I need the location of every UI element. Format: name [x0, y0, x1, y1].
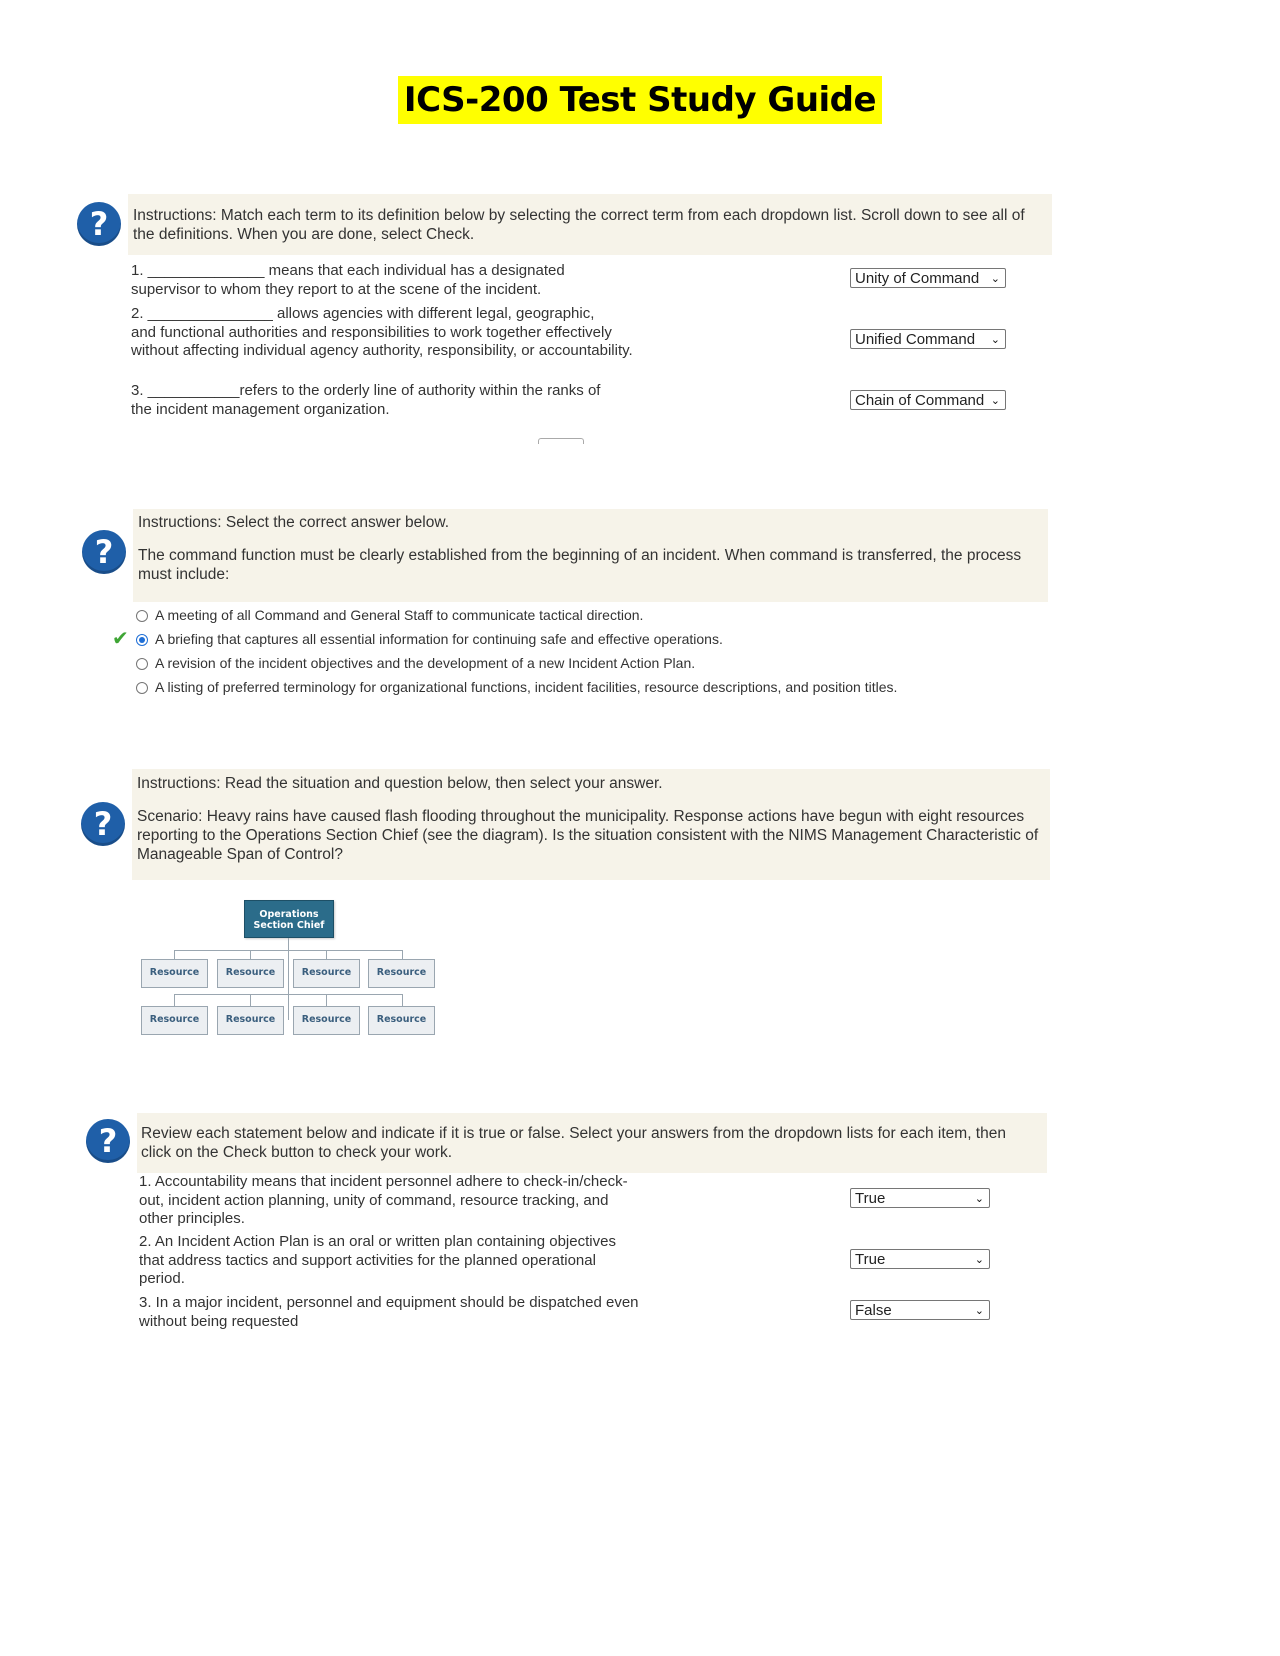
org-resource-box: Resource — [293, 1006, 360, 1035]
q4-instructions: Review each statement below and indicate if it is true or false. Select your answers from the dropdown lists for each item, then click on the Check button to check your work. — [141, 1125, 1006, 1161]
q4-answer-3-value: False — [855, 1302, 892, 1319]
q1-instructions: Instructions: Match each term to its definition below by selecting the correct term from each dropdown list. Scroll down to see all of the definitions. When you are done, select Check. — [133, 207, 1025, 243]
page-title: ICS-200 Test Study Guide — [398, 76, 882, 124]
q4-answer-2-select[interactable] — [850, 1249, 990, 1269]
radio-button[interactable] — [136, 658, 148, 670]
q2-question: The command function must be clearly established from the beginning of an incident. When command is transferred, the process must include: — [138, 547, 1022, 583]
org-resource-box: Resource — [293, 959, 360, 988]
chevron-down-icon: ⌄ — [990, 334, 1000, 346]
connector-line — [402, 950, 403, 959]
q2-option-1[interactable] — [136, 606, 643, 624]
title-wrap — [0, 76, 1280, 124]
question-icon: ? — [86, 1119, 130, 1163]
org-chief-line2: Section Chief — [253, 920, 325, 931]
q1-item-1 — [131, 262, 651, 299]
org-resource-box: Resource — [141, 959, 208, 988]
q1-item-1-rest: supervisor to whom they report to at the scene of the incident. — [131, 280, 542, 298]
chevron-down-icon: ⌄ — [990, 273, 1000, 285]
q4-item-2: 2. An Incident Action Plan is an oral or written plan containing objectives that address tactics and support activities for the planned operational period. — [139, 1233, 616, 1287]
radio-button-selected[interactable] — [136, 634, 148, 646]
question-icon: ? — [82, 530, 126, 574]
q1-item-3 — [131, 382, 651, 419]
radio-button[interactable] — [136, 682, 148, 694]
chevron-down-icon: ⌄ — [990, 395, 1000, 407]
radio-button[interactable] — [136, 610, 148, 622]
q2-option-4-label: A listing of preferred terminology for organizational functions, incident facilities, resource descriptions, and position titles. — [155, 679, 898, 695]
q1-item-1-line1: 1. ______________ means that each individual has a designated — [131, 262, 565, 279]
connector-line — [250, 994, 251, 1006]
q3-scenario: Scenario: Heavy rains have caused flash flooding throughout the municipality. Response actions have begun with eight resources reporting to the Operations Section Chief (see the diagram). Is the situation consistent with the NIMS Management Characteristic of Manageable Span of Control? — [137, 808, 1039, 863]
question-icon: ? — [81, 802, 125, 846]
org-resource-box: Resource — [368, 1006, 435, 1035]
connector-line — [174, 994, 175, 1006]
connector-line — [326, 950, 327, 959]
org-resource-box: Resource — [217, 959, 284, 988]
q2-instructions: Instructions: Select the correct answer below. — [138, 514, 450, 531]
q1-item-2-rest: and functional authorities and responsibilities to work together effectively without affecting individual agency authority, responsibility, or accountability. — [131, 323, 633, 359]
correct-check-icon: ✔ — [112, 626, 129, 650]
q4-answer-1-select[interactable] — [850, 1188, 990, 1208]
q4-item-3: 3. In a major incident, personnel and equipment should be dispatched even without being requested — [139, 1294, 639, 1330]
question-icon: ? — [77, 202, 121, 246]
q1-answer-3-select[interactable] — [850, 390, 1006, 410]
q2-option-2-label: A briefing that captures all essential information for continuing safe and effective operations. — [155, 631, 723, 647]
q4-item-1: 1. Accountability means that incident personnel adhere to check-in/check-out, incident action planning, unity of command, resource tracking, and other principles. — [139, 1173, 628, 1227]
connector-line — [402, 994, 403, 1006]
q2-option-3[interactable] — [136, 654, 695, 672]
chevron-down-icon: ⌄ — [974, 1305, 984, 1317]
q4-instructions-panel — [137, 1113, 1047, 1173]
chevron-down-icon: ⌄ — [974, 1193, 984, 1205]
q1-answer-1-value: Unity of Command — [855, 270, 980, 287]
connector-line — [174, 950, 175, 959]
org-resource-box: Resource — [217, 1006, 284, 1035]
q2-option-4[interactable] — [136, 678, 897, 696]
connector-line — [326, 994, 327, 1006]
q4-answer-2-value: True — [855, 1251, 886, 1268]
q1-item-3-line1: 3. ___________refers to the orderly line of authority within the ranks of — [131, 382, 601, 399]
q3-panel — [132, 769, 1050, 880]
q2-option-1-label: A meeting of all Command and General Staff to communicate tactical direction. — [155, 607, 644, 623]
q1-answer-3-value: Chain of Command — [855, 392, 985, 409]
chevron-down-icon: ⌄ — [974, 1254, 984, 1266]
q1-answer-2-value: Unified Command — [855, 331, 976, 348]
q1-item-3-rest: the incident management organization. — [131, 400, 390, 418]
org-resource-box: Resource — [368, 959, 435, 988]
q1-item-2-line1: 2. _______________ allows agencies with different legal, geographic, — [131, 305, 595, 322]
org-chief-box — [244, 900, 334, 938]
q2-option-3-label: A revision of the incident objectives and the development of a new Incident Action Plan. — [155, 655, 696, 671]
connector-line — [174, 994, 402, 995]
org-resource-box: Resource — [141, 1006, 208, 1035]
q2-option-2[interactable] — [136, 630, 723, 648]
q2-panel — [133, 509, 1048, 602]
connector-line — [174, 950, 402, 951]
q4-answer-3-select[interactable] — [850, 1300, 990, 1320]
check-button-edge[interactable] — [538, 438, 584, 444]
q1-answer-2-select[interactable] — [850, 329, 1006, 349]
q1-item-2 — [131, 305, 651, 361]
q3-instructions: Instructions: Read the situation and question below, then select your answer. — [137, 775, 663, 792]
q1-instructions-panel — [128, 194, 1052, 255]
q1-answer-1-select[interactable] — [850, 268, 1006, 288]
org-chief-line1: Operations — [259, 909, 319, 920]
connector-line — [250, 950, 251, 959]
q4-answer-1-value: True — [855, 1190, 886, 1207]
